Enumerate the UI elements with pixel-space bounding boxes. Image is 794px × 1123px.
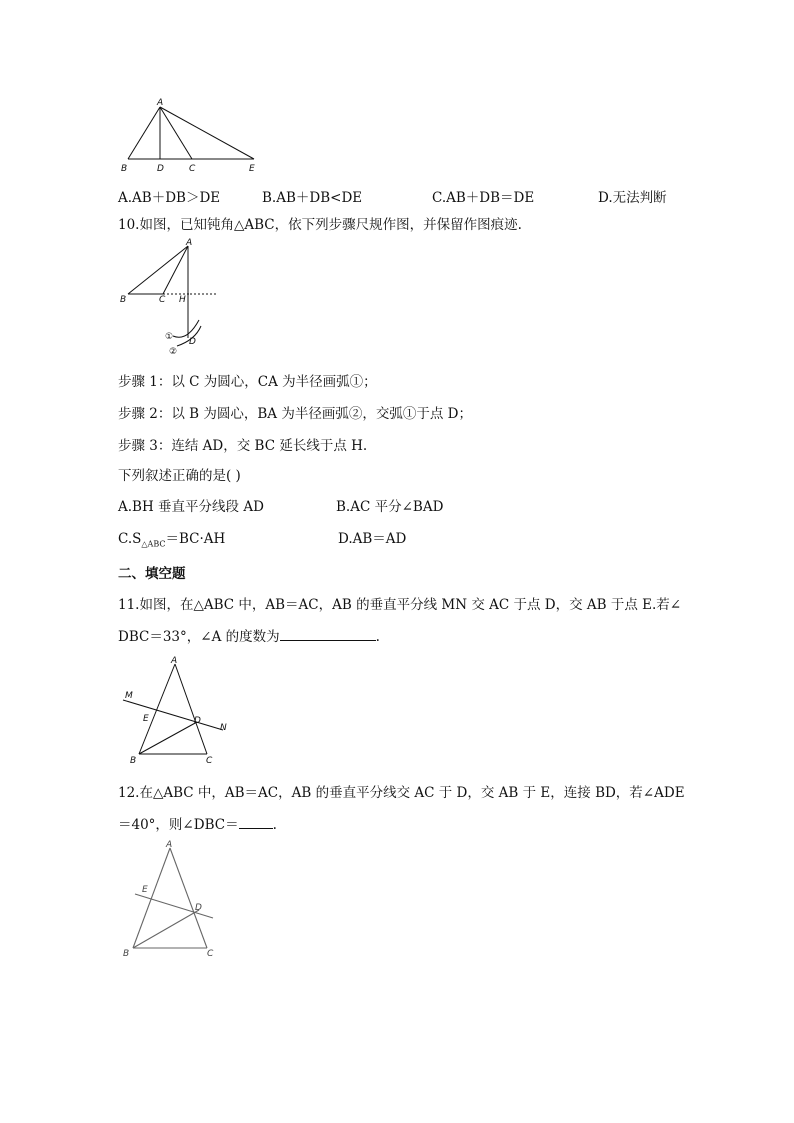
q10-label-arc1: ① — [165, 332, 174, 342]
q10-step-3: 步骤 3：连结 AD，交 BC 延长线于点 H. — [118, 438, 368, 454]
q11-label-c: C — [206, 756, 213, 766]
q12-line-2-end: . — [272, 817, 277, 833]
q10-label-d: D — [189, 337, 196, 347]
q12-label-e: E — [142, 885, 148, 895]
q10-option-b: B.AC 平分∠BAD — [336, 499, 444, 515]
q12-label-c: C — [207, 949, 214, 959]
q11-line-2-end: . — [375, 629, 380, 645]
q9-label-c: C — [189, 164, 196, 174]
q11-figure — [115, 652, 240, 770]
q10-stem: 10.如图，已知钝角△ABC，依下列步骤尺规作图，并保留作图痕迹. — [118, 217, 522, 233]
q10-label-c: C — [159, 295, 166, 305]
q12-line-2-text: ＝40°，则∠DBC＝ — [118, 817, 239, 833]
q11-line-1: 11.如图，在△ABC 中，AB＝AC，AB 的垂直平分线 MN 交 AC 于点 D，交 AB 于点 E.若∠ — [118, 597, 682, 613]
q10-label-arc2: ② — [169, 347, 178, 357]
section-title: 二、填空题 — [118, 566, 186, 582]
q11-line-2 — [118, 625, 380, 645]
q11-label-n: N — [220, 723, 227, 733]
q10-option-a: A.BH 垂直平分线段 AD — [118, 499, 264, 515]
q12-line-1: 12.在△ABC 中，AB＝AC，AB 的垂直平分线交 AC 于 D，交 AB 于 E，连接 BD，若∠ADE — [118, 785, 685, 801]
q12-label-a: A — [166, 840, 173, 850]
q9-label-e: E — [249, 164, 255, 174]
q9-label-d: D — [157, 164, 164, 174]
q10-option-d: D.AB＝AD — [338, 531, 407, 547]
q11-line-2-text: DBC＝33°，∠A 的度数为 — [118, 629, 280, 645]
q10-label-h: H — [179, 295, 186, 305]
q12-figure — [115, 836, 225, 962]
q11-label-e: E — [143, 714, 149, 724]
q9-option-b: B.AB＋DB<DE — [262, 190, 363, 206]
q9-figure — [115, 95, 265, 177]
q9-option-c: C.AB＋DB＝DE — [432, 190, 535, 206]
q10-option-c — [118, 527, 225, 549]
q11-label-b: B — [130, 756, 137, 766]
q10-option-c-sub: △ABC — [141, 539, 166, 549]
q10-prompt: 下列叙述正确的是( ) — [118, 468, 241, 484]
q9-label-b: B — [121, 164, 128, 174]
q10-step-1: 步骤 1：以 C 为圆心，CA 为半径画弧①； — [118, 374, 377, 390]
q9-option-d: D.无法判断 — [598, 190, 667, 206]
q11-answer-blank[interactable] — [280, 626, 376, 641]
q10-option-c-suffix: ＝BC·AH — [165, 531, 226, 547]
q12-label-b: B — [123, 949, 130, 959]
q12-line-2 — [118, 813, 277, 833]
q10-label-b: B — [120, 295, 127, 305]
q11-label-d: D — [194, 716, 201, 726]
q11-label-a: A — [171, 656, 178, 666]
q9-label-a: A — [157, 98, 164, 108]
q10-label-a: A — [186, 238, 193, 248]
q10-step-2: 步骤 2：以 B 为圆心，BA 为半径画弧②，交弧①于点 D； — [118, 406, 472, 422]
q12-label-d: D — [195, 903, 202, 913]
q9-option-a: A.AB＋DB＞DE — [118, 190, 221, 206]
q12-answer-blank[interactable] — [239, 814, 273, 829]
q10-option-c-prefix: C.S — [118, 531, 142, 547]
q11-label-m: M — [125, 691, 133, 701]
q10-figure — [115, 236, 225, 360]
